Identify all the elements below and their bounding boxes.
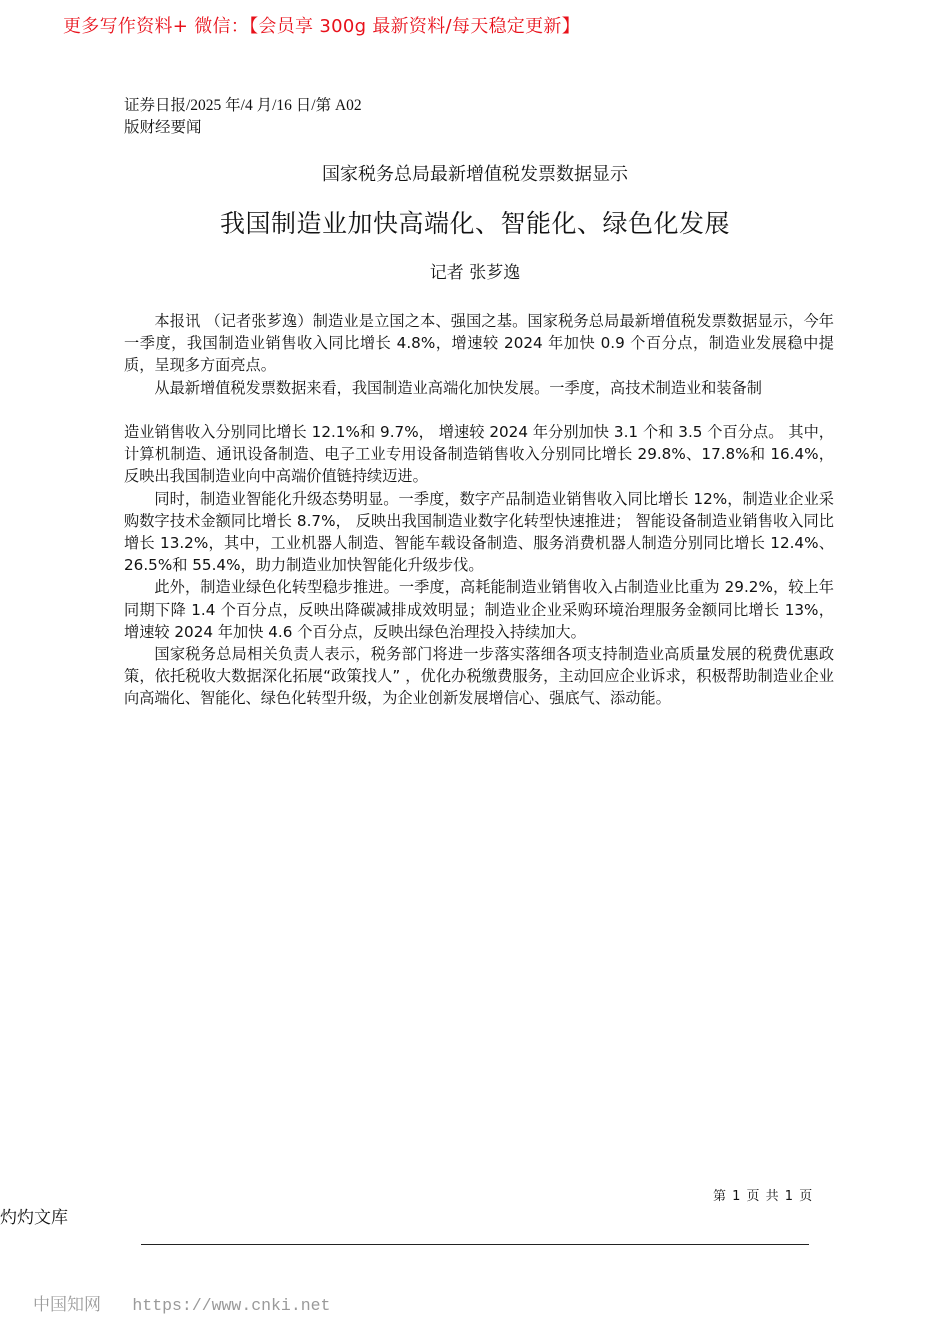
library-name: 灼灼文库 bbox=[0, 1208, 68, 1228]
article-body-block-1 bbox=[124, 310, 834, 399]
footer-divider bbox=[141, 1244, 809, 1245]
watermark-url[interactable]: https://www.cnki.net bbox=[132, 1296, 331, 1315]
paragraph-high-end-start: 从最新增值税发票数据来看，我国制造业高端化加快发展。一季度，高技术制造业和装备制 bbox=[154, 378, 762, 397]
article-byline: 记者 张芗逸 bbox=[429, 263, 521, 283]
article-subtitle: 国家税务总局最新增值税发票数据显示 bbox=[322, 164, 628, 185]
paragraph-green: 此外，制造业绿色化转型稳步推进。一季度，高耗能制造业销售收入占制造业比重为 29.2%，较上年同期下降 1.4 个百分点，反映出降碳减排成效明显；制造业企业采购环境治理服务金额同比增长 13%，增速较 2024 年加快 4.6 个百分点，反映出绿色治理投入持续加大。 bbox=[124, 578, 834, 641]
source-line-1: 证券日报/2025 年/4 月/16 日/第 A02 bbox=[124, 97, 362, 114]
paragraph-high-end-continued: 造业销售收入分别同比增长 12.1%和 9.7%， 增速较 2024 年分别加快 3.1 个和 3.5 个百分点。 其中，计算机制造、通讯设备制造、电子工业专用设备制造销售收入分别同比增长 29.8%、17.8%和 16.4%，反映出我国制造业向中高端价值链持续迈进。 bbox=[124, 423, 834, 486]
source-line-2: 版财经要闻 bbox=[124, 119, 202, 136]
paragraph-official-statement: 国家税务总局相关负责人表示，税务部门将进一步落实落细各项支持制造业高质量发展的税费优惠政策，依托税收大数据深化拓展“政策找人” ，优化办税缴费服务，主动回应企业诉求，积极帮助制造业企业向高端化、智能化、绿色化转型升级，为企业创新发展增信心、强底气、添动能。 bbox=[124, 645, 834, 708]
page-indicator: 第 1 页 共 1 页 bbox=[713, 1189, 814, 1204]
paragraph-intro: 本报讯 （记者张芗逸）制造业是立国之本、强国之基。国家税务总局最新增值税发票数据显示，今年一季度，我国制造业销售收入同比增长 4.8%，增速较 2024 年加快 0.9 个百分点，制造业发展稳中提质，呈现多方面亮点。 bbox=[124, 312, 834, 375]
watermark-name: 中国知网 bbox=[33, 1295, 101, 1315]
paragraph-intelligent: 同时，制造业智能化升级态势明显。一季度，数字产品制造业销售收入同比增长 12%，制造业企业采购数字技术金额同比增长 8.7%， 反映出我国制造业数字化转型快速推进； 智能设备制造业销售收入同比增长 13.2%，其中，工业机器人制造、智能车载设备制造、服务消费机器人制造分别同比增长 12.4%、26.5%和 55.4%，助力制造业加快智能化升级步伐。 bbox=[124, 489, 834, 575]
article-title: 我国制造业加快高端化、智能化、绿色化发展 bbox=[219, 209, 730, 238]
promo-banner: 更多写作资料+ 微信：【会员享 300g 最新资料/每天稳定更新】 bbox=[63, 16, 580, 37]
cnki-watermark bbox=[33, 1293, 330, 1318]
source-citation bbox=[124, 95, 424, 139]
article-body-block-2 bbox=[124, 421, 834, 710]
